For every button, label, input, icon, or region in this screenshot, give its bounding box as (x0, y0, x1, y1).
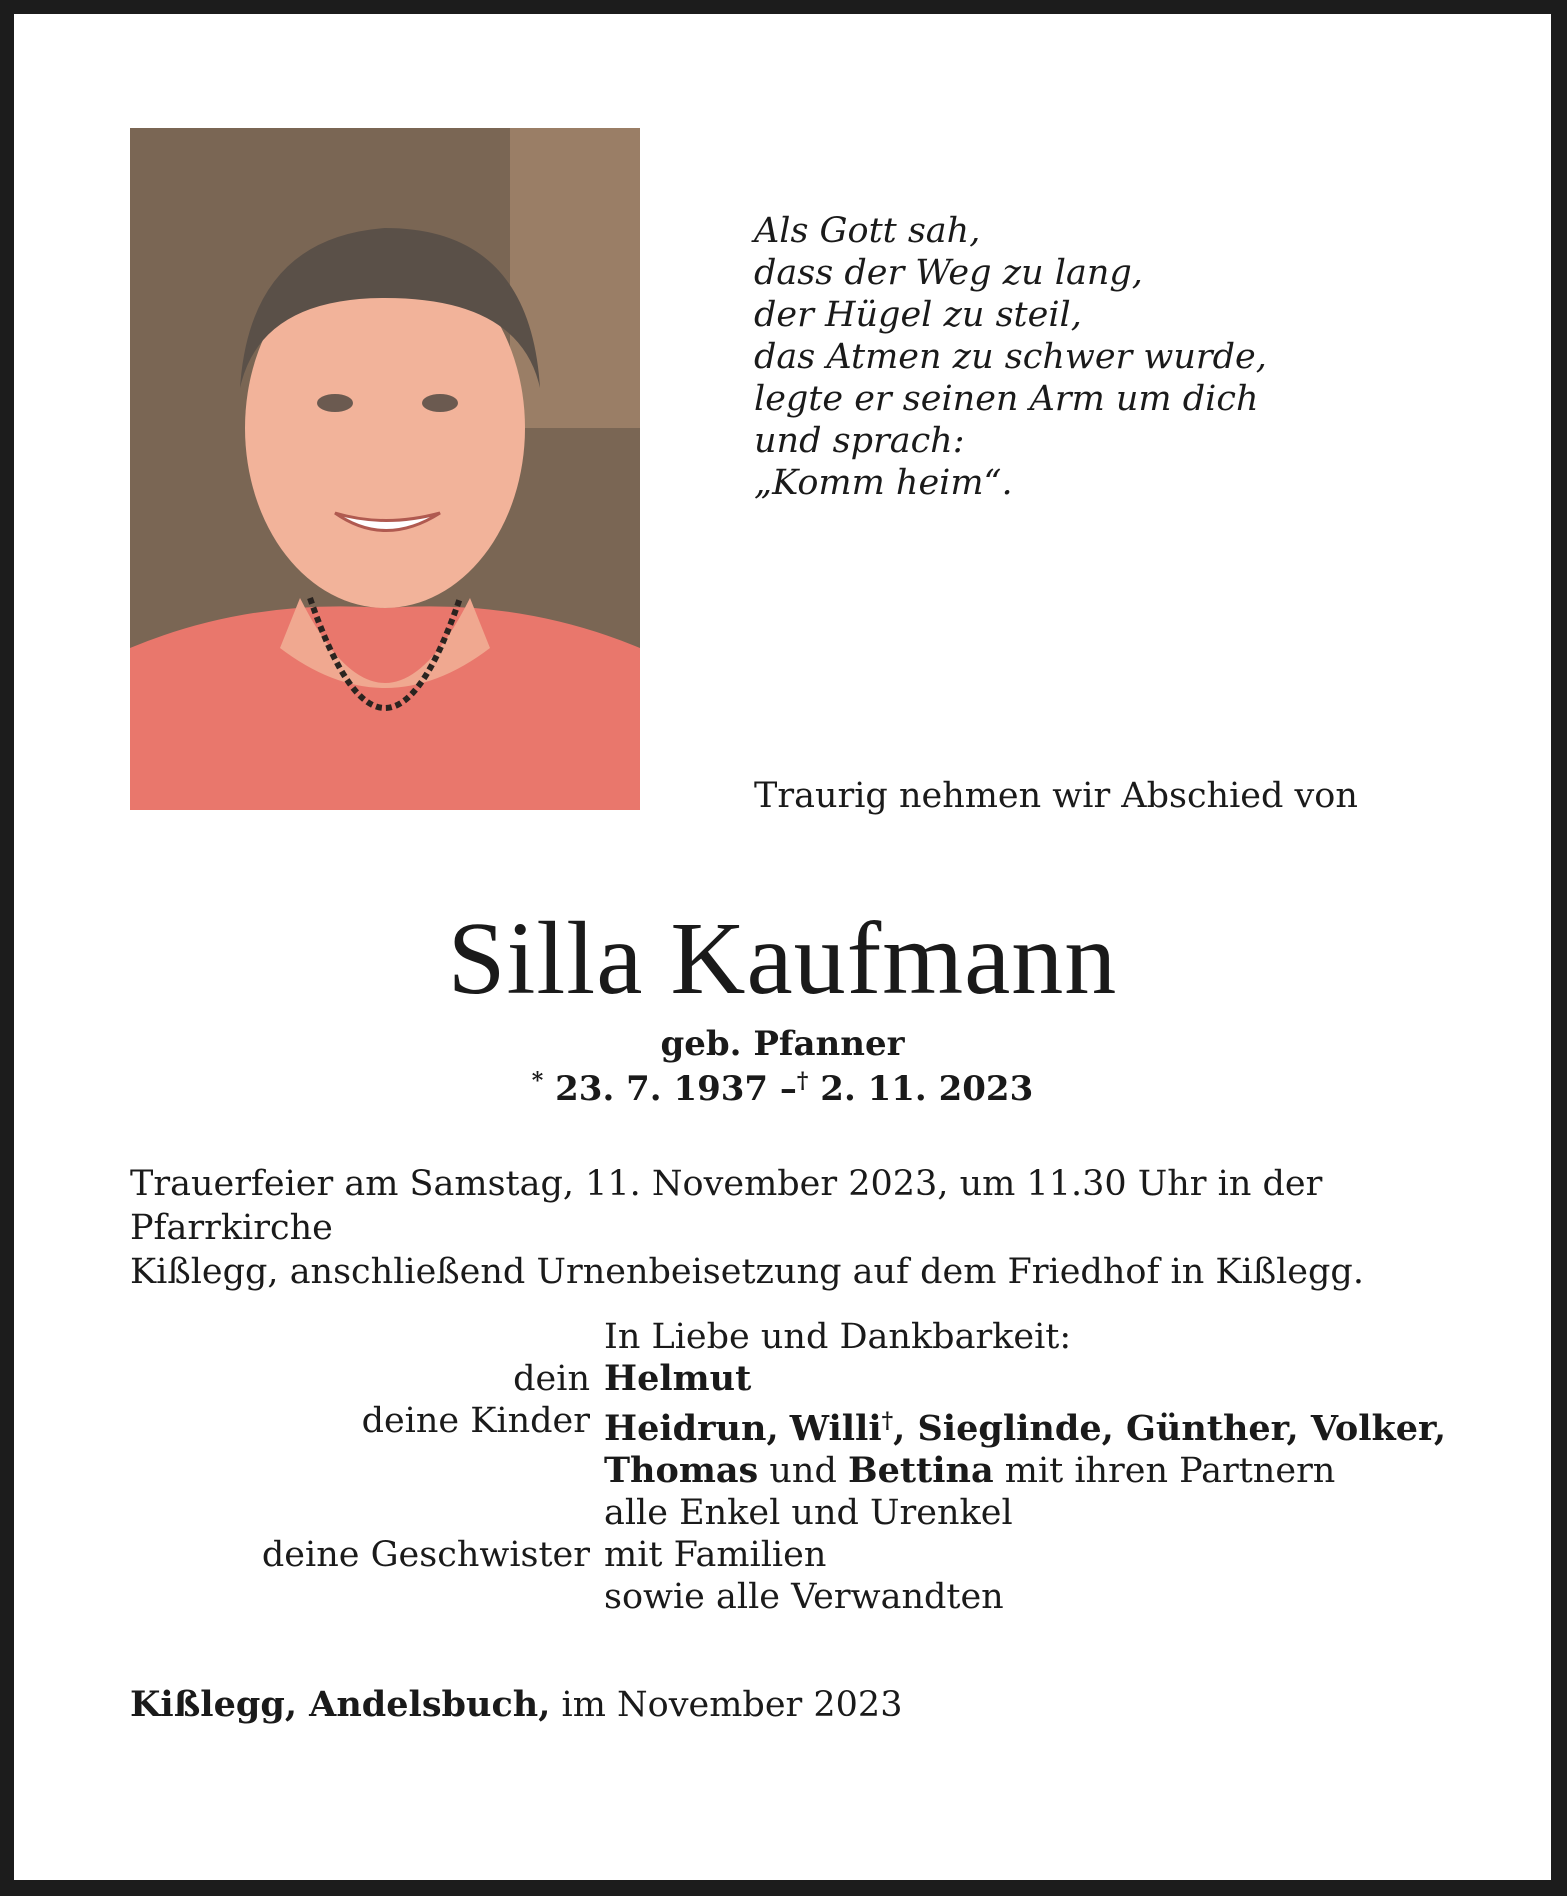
life-dates (14, 1068, 1551, 1109)
child-name: Bettina (848, 1450, 994, 1491)
poem-line: und sprach: (754, 421, 965, 461)
child-name: Thomas (604, 1450, 759, 1491)
conjunction: und (758, 1451, 849, 1491)
birth-symbol: * (531, 1068, 544, 1094)
obituary-page (14, 14, 1551, 1880)
birth-date: 23. 7. 1937 (555, 1069, 769, 1109)
family-row (130, 1576, 1446, 1618)
farewell-intro: Traurig nehmen wir Abschied von (754, 776, 1358, 816)
place-and-date (130, 1684, 902, 1725)
poem-line: legte er seinen Arm um dich (754, 379, 1259, 419)
partners-text: mit ihren Partnern (993, 1451, 1336, 1491)
death-symbol: † (796, 1068, 809, 1094)
poem-line: der Hügel zu steil, (754, 295, 1082, 335)
family-label: deine Geschwister (261, 1535, 590, 1575)
poem (754, 210, 1267, 504)
death-date: 2. 11. 2023 (820, 1069, 1034, 1109)
place-names: Kißlegg, Andelsbuch, (130, 1684, 551, 1725)
family-row (130, 1358, 1446, 1400)
portrait-photo (130, 128, 640, 810)
family-label: deine Kinder (361, 1401, 590, 1441)
child-name: Heidrun, (604, 1408, 779, 1449)
notice-date: im November 2023 (550, 1685, 903, 1725)
family-label: dein (513, 1359, 590, 1399)
child-name: Willi (789, 1408, 882, 1449)
family-row (130, 1400, 1446, 1450)
family-heading: In Liebe und Dankbarkeit: (604, 1317, 1072, 1357)
family-row (130, 1450, 1446, 1492)
service-line: Trauerfeier am Samstag, 11. November 2023, um 11.30 Uhr in der Pfarrkirche (130, 1164, 1323, 1248)
cross-symbol: † (881, 1408, 894, 1434)
portrait-illustration (130, 128, 640, 810)
family-row (130, 1492, 1446, 1534)
service-line: Kißlegg, anschließend Urnenbeisetzung auf dem Friedhof in Kißlegg. (130, 1252, 1364, 1292)
poem-line: das Atmen zu schwer wurde, (754, 337, 1267, 377)
date-dash: – (779, 1069, 797, 1109)
deceased-name: Silla Kaufmann (447, 901, 1118, 1016)
poem-line: Als Gott sah, (754, 211, 981, 251)
spouse-name: Helmut (604, 1358, 752, 1399)
family-row (130, 1534, 1446, 1576)
maiden-name: geb. Pfanner (660, 1024, 905, 1064)
family-row (130, 1316, 1446, 1358)
family-list (130, 1316, 1446, 1618)
relatives-text: sowie alle Verwandten (604, 1577, 1004, 1617)
funeral-service-info (130, 1162, 1450, 1294)
child-name: , Sieglinde, Günther, Volker, (893, 1408, 1447, 1449)
poem-line: dass der Weg zu lang, (754, 253, 1143, 293)
poem-line: „Komm heim“. (754, 463, 1013, 503)
siblings-text: mit Familien (604, 1535, 827, 1575)
grandchildren-text: alle Enkel und Urenkel (604, 1493, 1013, 1533)
